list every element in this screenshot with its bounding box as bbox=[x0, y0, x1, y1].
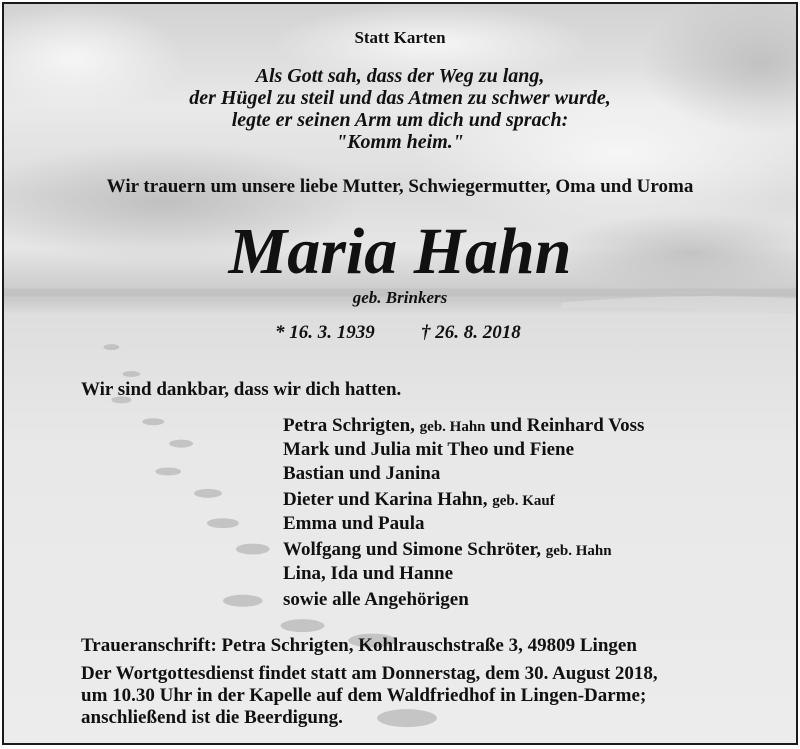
family-3-line-2: Lina, Ida und Hanne bbox=[283, 563, 454, 584]
mourning-intro: Wir trauern um unsere liebe Mutter, Schwiegermutter, Oma und Uroma bbox=[106, 176, 694, 197]
poem-line: Als Gott sah, dass der Weg zu lang, bbox=[255, 65, 545, 87]
funeral-service-info bbox=[81, 663, 658, 729]
death-date: † 26. 8. 2018 bbox=[421, 322, 521, 343]
notice-content bbox=[4, 4, 796, 743]
service-line: um 10.30 Uhr in der Kapelle auf dem Waldfriedhof in Lingen-Darme; bbox=[81, 685, 647, 706]
maiden-name-note: geb. Hahn bbox=[545, 543, 612, 559]
mourner-name: Dieter und Karina Hahn, bbox=[283, 489, 488, 510]
other-relatives: sowie alle Angehörigen bbox=[283, 589, 469, 610]
deceased-name: Maria Hahn bbox=[228, 215, 572, 288]
mourners-list bbox=[283, 414, 644, 612]
obituary-notice bbox=[2, 2, 798, 745]
family-2-line-2: Emma und Paula bbox=[283, 513, 425, 534]
family-3-line-1 bbox=[283, 538, 644, 562]
family-1-line-1 bbox=[283, 414, 644, 438]
mourner-name: Wolfgang und Simone Schröter, bbox=[283, 539, 541, 560]
poem-line: "Komm heim." bbox=[336, 131, 464, 153]
poem-line: der Hügel zu steil und das Atmen zu schwer wurde, bbox=[189, 87, 611, 109]
birth-name: geb. Brinkers bbox=[352, 288, 448, 307]
poem-line: legte er seinen Arm um dich und sprach: bbox=[231, 109, 569, 131]
maiden-name-note: geb. Kauf bbox=[492, 493, 555, 509]
maiden-name-note: geb. Hahn bbox=[419, 419, 486, 435]
mourning-address: Traueranschrift: Petra Schrigten, Kohlrauschstraße 3, 49809 Lingen bbox=[81, 635, 637, 656]
service-line: anschließend ist die Beerdigung. bbox=[81, 707, 343, 728]
service-line: Der Wortgottesdienst findet statt am Donnerstag, dem 30. August 2018, bbox=[81, 663, 658, 684]
mourner-name: Petra Schrigten, bbox=[283, 415, 415, 436]
poem bbox=[4, 65, 796, 153]
family-1-line-3: Bastian und Janina bbox=[283, 463, 441, 484]
birth-date: * 16. 3. 1939 bbox=[275, 322, 375, 343]
mourner-name: und Reinhard Voss bbox=[490, 415, 645, 436]
thanks-line: Wir sind dankbar, dass wir dich hatten. bbox=[81, 379, 402, 400]
family-2-line-1 bbox=[283, 488, 644, 512]
family-1-line-2: Mark und Julia mit Theo und Fiene bbox=[283, 439, 575, 460]
heading: Statt Karten bbox=[354, 28, 446, 47]
